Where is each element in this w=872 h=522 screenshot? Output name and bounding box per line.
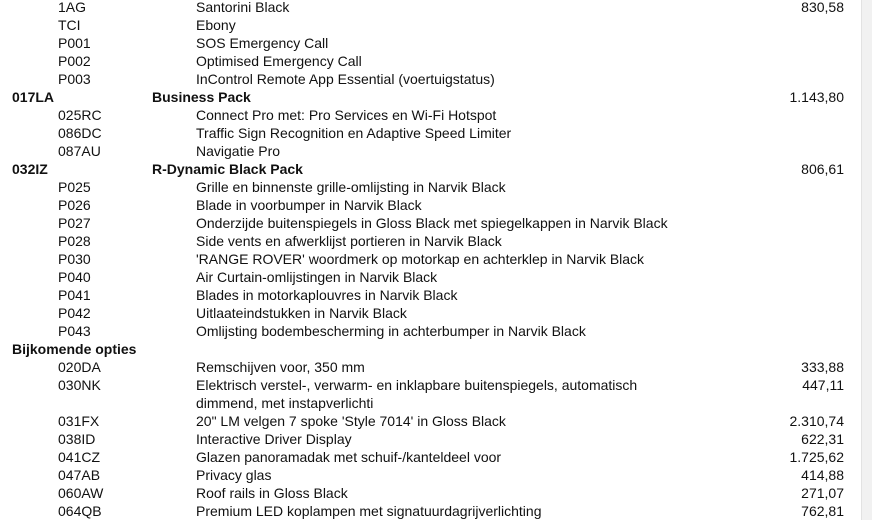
option-code: P030 <box>58 251 91 267</box>
option-description: Omlijsting bodembescherming in achterbumper in Narvik Black <box>196 323 586 339</box>
option-row <box>0 448 860 466</box>
pack-row <box>0 88 860 106</box>
option-price: 1.725,62 <box>789 449 844 465</box>
option-description: Santorini Black <box>196 0 290 15</box>
option-row <box>0 376 860 412</box>
option-code: P028 <box>58 233 91 249</box>
option-description: Connect Pro met: Pro Services en Wi-Fi Hotspot <box>196 107 497 123</box>
option-description: Side vents en afwerklijst portieren in Narvik Black <box>196 233 502 249</box>
vertical-scrollbar[interactable] <box>861 0 872 520</box>
option-row <box>0 106 860 124</box>
pack-name: Business Pack <box>152 89 251 105</box>
option-description: Traffic Sign Recognition en Adaptive Speed Limiter <box>196 125 512 141</box>
option-description: 'RANGE ROVER' woordmerk op motorkap en achterklep in Narvik Black <box>196 251 645 267</box>
option-description: Air Curtain-omlijstingen in Narvik Black <box>196 269 438 285</box>
option-description: Uitlaateindstukken in Narvik Black <box>196 305 407 321</box>
option-description: 20" LM velgen 7 spoke 'Style 7014' in Gloss Black <box>196 413 506 429</box>
option-description: Blade in voorbumper in Narvik Black <box>196 197 422 213</box>
option-description: Interactive Driver Display <box>196 431 352 447</box>
option-row <box>0 16 860 34</box>
option-code: P042 <box>58 305 91 321</box>
option-row <box>0 124 860 142</box>
option-description: Remschijven voor, 350 mm <box>196 359 365 375</box>
option-description: Optimised Emergency Call <box>196 53 362 69</box>
pack-name: R-Dynamic Black Pack <box>152 161 303 177</box>
option-code: 030NK <box>58 377 101 393</box>
option-code: 087AU <box>58 143 101 159</box>
option-row <box>0 70 860 88</box>
option-row <box>0 196 860 214</box>
option-description: Grille en binnenste grille-omlijsting in Narvik Black <box>196 179 506 195</box>
option-code: P002 <box>58 53 91 69</box>
option-row <box>0 322 860 340</box>
section-header-row <box>0 340 860 358</box>
option-code: P043 <box>58 323 91 339</box>
option-price: 333,88 <box>801 359 844 375</box>
option-row <box>0 178 860 196</box>
option-description: Onderzijde buitenspiegels in Gloss Black met spiegelkappen in Narvik Black <box>196 215 668 231</box>
pack-code: 032IZ <box>12 161 48 177</box>
option-description: Glazen panoramadak met schuif-/kanteldeel voor <box>196 449 502 465</box>
option-price: 762,81 <box>801 503 844 519</box>
option-row <box>0 232 860 250</box>
option-row <box>0 430 860 448</box>
option-price: 830,58 <box>801 0 844 15</box>
option-row <box>0 466 860 484</box>
option-description: SOS Emergency Call <box>196 35 329 51</box>
option-row <box>0 34 860 52</box>
option-code: P040 <box>58 269 91 285</box>
option-row <box>0 250 860 268</box>
option-row <box>0 52 860 70</box>
option-code: 060AW <box>58 485 104 501</box>
option-description: Elektrisch verstel-, verwarm- en inklapbare buitenspiegels, automatisch dimmend, met instapverlichti <box>196 377 638 411</box>
option-row <box>0 142 860 160</box>
option-description: Navigatie Pro <box>196 143 281 159</box>
option-row <box>0 214 860 232</box>
option-description: Premium LED koplampen met signatuurdagrijverlichting <box>196 503 542 519</box>
option-code: 047AB <box>58 467 101 483</box>
pack-row <box>0 160 860 178</box>
option-price: 806,61 <box>801 161 844 177</box>
option-row <box>0 0 860 16</box>
option-row <box>0 304 860 322</box>
option-description: InControl Remote App Essential (voertuigstatus) <box>196 71 495 87</box>
option-code: P025 <box>58 179 91 195</box>
option-row <box>0 358 860 376</box>
option-price: 414,88 <box>801 467 844 483</box>
option-code: 041CZ <box>58 449 101 465</box>
option-code: 086DC <box>58 125 102 141</box>
option-description: Privacy glas <box>196 467 272 483</box>
option-price: 622,31 <box>801 431 844 447</box>
pack-code: 017LA <box>12 89 55 105</box>
option-description: Blades in motorkaplouvres in Narvik Black <box>196 287 458 303</box>
option-code: P001 <box>58 35 91 51</box>
option-code: 031FX <box>58 413 100 429</box>
option-row <box>0 286 860 304</box>
option-row <box>0 268 860 286</box>
option-code: 064QB <box>58 503 102 519</box>
option-code: P041 <box>58 287 91 303</box>
option-code: 025RC <box>58 107 102 123</box>
option-price: 447,11 <box>802 377 844 393</box>
option-price: 271,07 <box>801 485 844 501</box>
option-code: P003 <box>58 71 91 87</box>
option-price: 1.143,80 <box>789 89 844 105</box>
option-description: Roof rails in Gloss Black <box>196 485 348 501</box>
option-code: P027 <box>58 215 91 231</box>
option-code: 038ID <box>58 431 96 447</box>
option-code: P026 <box>58 197 91 213</box>
option-code: 1AG <box>58 0 87 15</box>
option-row <box>0 484 860 502</box>
section-title: Bijkomende opties <box>12 341 137 357</box>
option-code: 020DA <box>58 359 101 375</box>
option-price: 2.310,74 <box>789 413 844 429</box>
option-description: Ebony <box>196 17 236 33</box>
option-row <box>0 502 860 520</box>
option-code: TCI <box>58 17 81 33</box>
option-row <box>0 412 860 430</box>
